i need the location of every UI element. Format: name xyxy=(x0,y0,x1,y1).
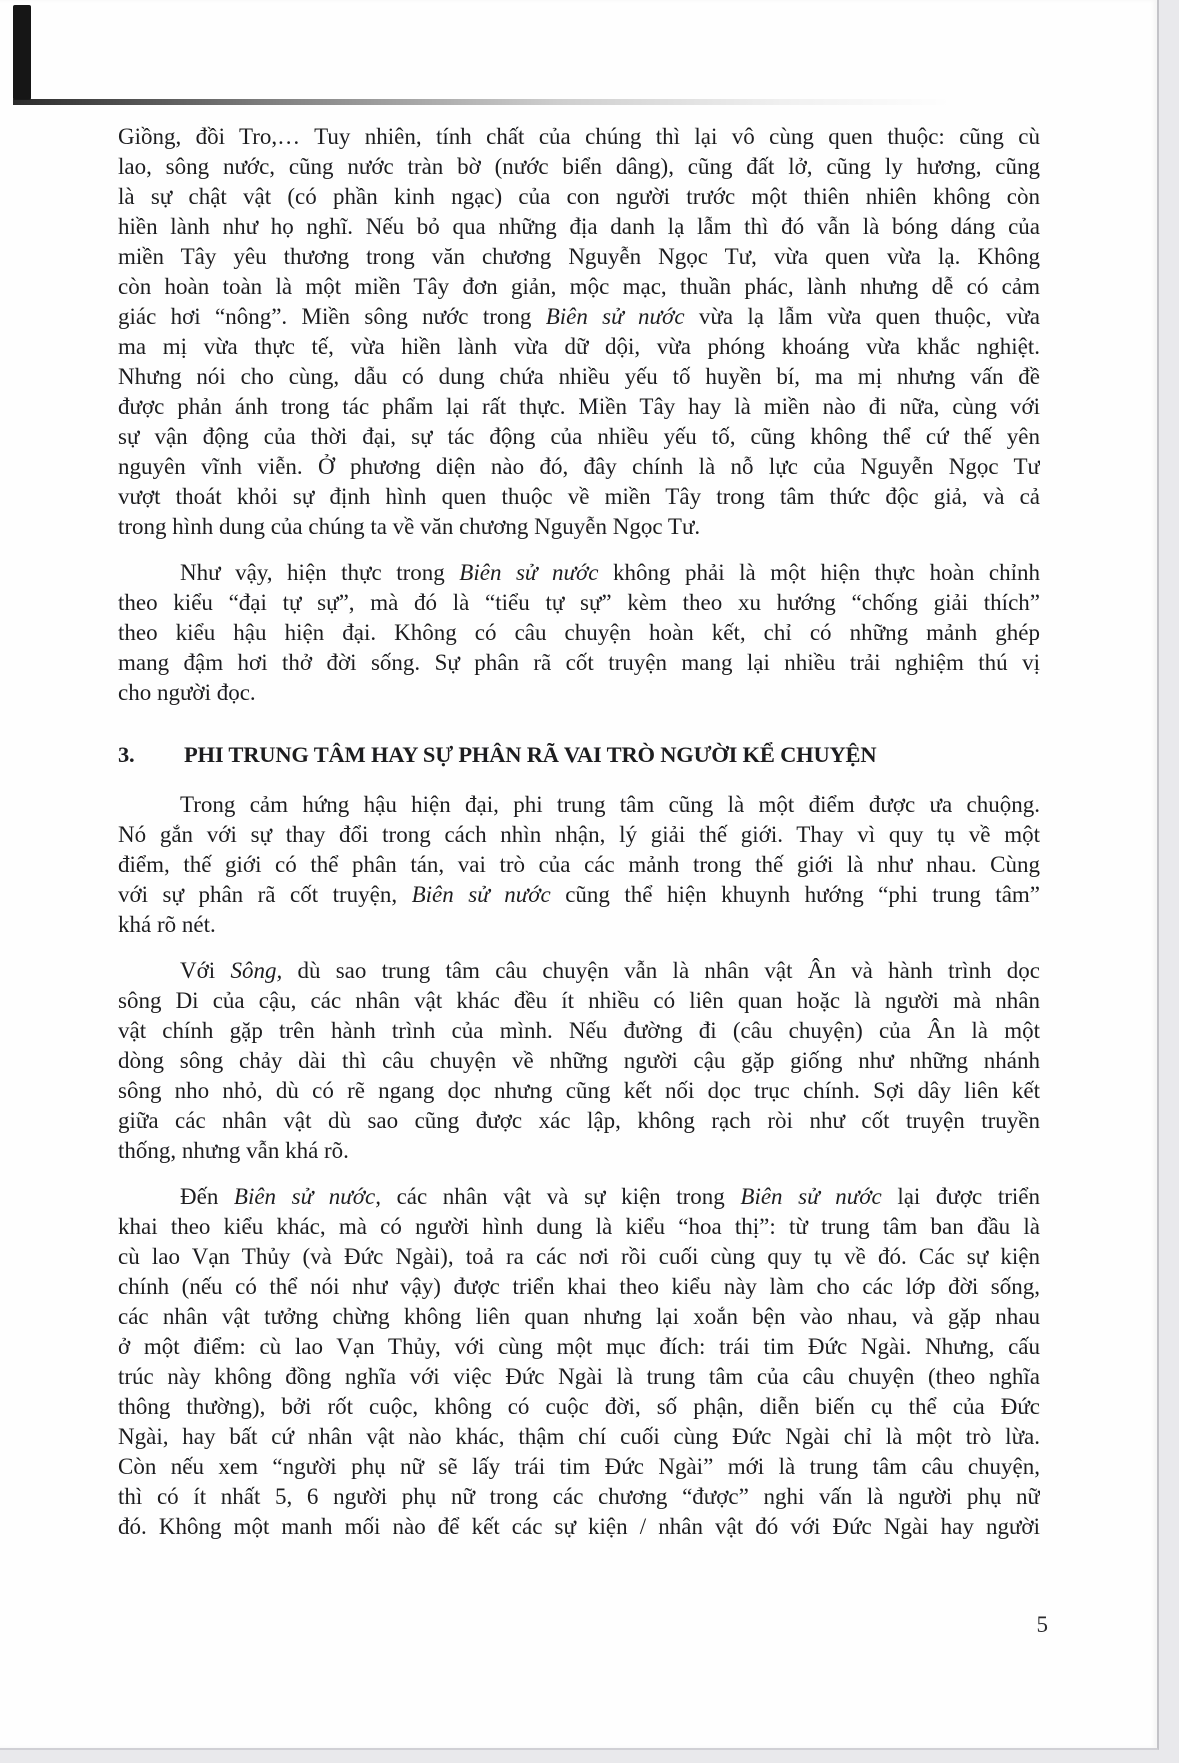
scan-artifact-bar xyxy=(13,5,31,100)
text-line: điểm, thế giới có thể phân tán, vai trò của các mảnh trong thế giới là như nhau. Cùng xyxy=(118,852,1040,877)
text-line: các nhân vật tưởng chừng không liên quan nhưng lại xoắn bện vào nhau, và gặp nhau xyxy=(118,1304,1040,1329)
section-heading xyxy=(118,738,1040,772)
text-line: nguyên vĩnh viễn. Ở phương diện nào đó, đây chính là nỗ lực của Nguyễn Ngọc Tư xyxy=(118,454,1040,479)
paragraph xyxy=(118,790,1040,940)
text-line: sông nho nhỏ, dù có rẽ ngang dọc nhưng cũng kết nối dọc trục chính. Sợi dây liên kết xyxy=(118,1078,1040,1103)
scan-artifact-streak xyxy=(13,99,953,105)
paragraph xyxy=(118,1182,1040,1542)
text-line: vật chính gặp trên hành trình của mình. Nếu đường đi (câu chuyện) của Ân là một xyxy=(118,1018,1040,1043)
text-line: miền Tây yêu thương trong văn chương Nguyễn Ngọc Tư, vừa quen vừa lạ. Không xyxy=(118,244,1040,269)
text-line: Nhưng nói cho cùng, dẫu có dung chứa nhiều yếu tố huyền bí, ma mị nhưng vấn đề xyxy=(118,364,1040,389)
text-line: Nó gắn với sự thay đổi trong cách nhìn nhận, lý giải thế giới. Thay vì quy tụ về một xyxy=(118,822,1040,847)
text-line: với sự phân rã cốt truyện, Biên sử nước cũng thể hiện khuynh hướng “phi trung tâm” xyxy=(118,882,1040,907)
text-line: giác hơi “nông”. Miền sông nước trong Biên sử nước vừa lạ lẫm vừa quen thuộc, vừa xyxy=(118,304,1040,329)
text-line: còn hoàn toàn là một miền Tây đơn giản, mộc mạc, thuần phác, lành nhưng dễ có cảm xyxy=(118,274,1040,299)
paragraph xyxy=(118,956,1040,1166)
text-line: thì có ít nhất 5, 6 người phụ nữ trong các chương “được” nghi vấn là người phụ nữ xyxy=(118,1484,1040,1509)
text-line: mang đậm hơi thở đời sống. Sự phân rã cốt truyện mang lại nhiều trải nghiệm thú vị xyxy=(118,650,1040,675)
text-line: khá rõ nét. xyxy=(118,912,216,937)
text-line: Với Sông, dù sao trung tâm câu chuyện vẫn là nhân vật Ân và hành trình dọc xyxy=(180,958,1040,983)
text-line: ma mị vừa thực tế, vừa hiền lành vừa dữ dội, vừa phóng khoáng vừa khắc nghiệt. xyxy=(118,334,1040,359)
text-line: Giồng, đồi Tro,… Tuy nhiên, tính chất của chúng thì lại vô cùng quen thuộc: cũng cù xyxy=(118,124,1040,149)
text-block xyxy=(118,122,1040,1542)
text-line: cù lao Vạn Thủy (và Đức Ngài), toả ra các nơi rồi cuối cùng quy tụ về đó. Các sự kiện xyxy=(118,1244,1040,1269)
section-number: 3. xyxy=(118,742,135,767)
text-line: Ngài, hay bất cứ nhân vật nào khác, thậm chí cuối cùng Đức Ngài chỉ là một trò lừa. xyxy=(118,1424,1040,1449)
text-line: khai theo kiểu khác, mà có người hình dung là kiểu “hoa thị”: từ trung tâm ban đầu là xyxy=(118,1214,1040,1239)
text-line: theo kiểu hậu hiện đại. Không có câu chuyện hoàn kết, chỉ có những mảnh ghép xyxy=(118,620,1040,645)
page-number: 5 xyxy=(1036,1612,1048,1637)
text-line: ở một điểm: cù lao Vạn Thủy, với cùng một mục đích: trái tim Đức Ngài. Nhưng, cấu xyxy=(118,1334,1040,1359)
text-line: chính (nếu có thể nói như vậy) được triển khai theo kiểu này làm cho các lớp đời sống, xyxy=(118,1274,1040,1299)
text-line: lao, sông nước, cũng nước tràn bờ (nước biển dâng), cũng đất lở, cũng ly hương, cũng xyxy=(118,154,1040,179)
text-line: theo kiểu “đại tự sự”, mà đó là “tiểu tự sự” kèm theo xu hướng “chống giải thích” xyxy=(118,590,1040,615)
text-line: đó. Không một manh mối nào để kết các sự kiện / nhân vật đó với Đức Ngài hay người xyxy=(118,1514,1040,1539)
text-line: thống, nhưng vẫn khá rõ. xyxy=(118,1138,349,1163)
text-line: sông Di của cậu, các nhân vật khác đều ít nhiều có liên quan hoặc là người mà nhân xyxy=(118,988,1040,1013)
text-line: là sự chật vật (có phần kinh ngạc) của con người trước một thiên nhiên không còn xyxy=(118,184,1040,209)
paragraph xyxy=(118,122,1040,542)
text-line: trúc này không đồng nghĩa với việc Đức Ngài là trung tâm của câu chuyện (theo nghĩa xyxy=(118,1364,1040,1389)
text-line: trong hình dung của chúng ta về văn chương Nguyễn Ngọc Tư. xyxy=(118,514,701,539)
text-line: vượt thoát khỏi sự định hình quen thuộc về miền Tây trong tâm thức độc giả, và cả xyxy=(118,484,1040,509)
text-line: Trong cảm hứng hậu hiện đại, phi trung tâm cũng là một điểm được ưa chuộng. xyxy=(180,792,1040,817)
text-line: dòng sông chảy dài thì câu chuyện về những người cậu gặp giống như những nhánh xyxy=(118,1048,1040,1073)
text-line: được phản ánh trong tác phẩm lại rất thực. Miền Tây hay là miền nào đi nữa, cùng với xyxy=(118,394,1040,419)
text-line: hiền lành như họ nghĩ. Nếu bỏ qua những địa danh lạ lẫm thì đó vẫn là bóng dáng của xyxy=(118,214,1040,239)
text-line: Đến Biên sử nước, các nhân vật và sự kiện trong Biên sử nước lại được triển xyxy=(180,1184,1040,1209)
section-title: PHI TRUNG TÂM HAY SỰ PHÂN RÃ VAI TRÒ NGƯỜI KỂ CHUYỆN xyxy=(184,742,877,767)
text-line: sự vận động của thời đại, sự tác động của nhiều yếu tố, cũng không thể cứ thế yên xyxy=(118,424,1040,449)
text-line: thông thường), bởi rốt cuộc, không có cuộc đời, số phận, diễn biến cụ thể của Đức xyxy=(118,1394,1040,1419)
text-line: Còn nếu xem “người phụ nữ sẽ lấy trái tim Đức Ngài” mới là trung tâm câu chuyện, xyxy=(118,1454,1040,1479)
text-line: Như vậy, hiện thực trong Biên sử nước không phải là một hiện thực hoàn chỉnh xyxy=(180,560,1040,585)
text-line: cho người đọc. xyxy=(118,680,256,705)
paragraph xyxy=(118,558,1040,708)
text-line: giữa các nhân vật dù sao cũng được xác lập, không rạch ròi như cốt truyện truyền xyxy=(118,1108,1040,1133)
